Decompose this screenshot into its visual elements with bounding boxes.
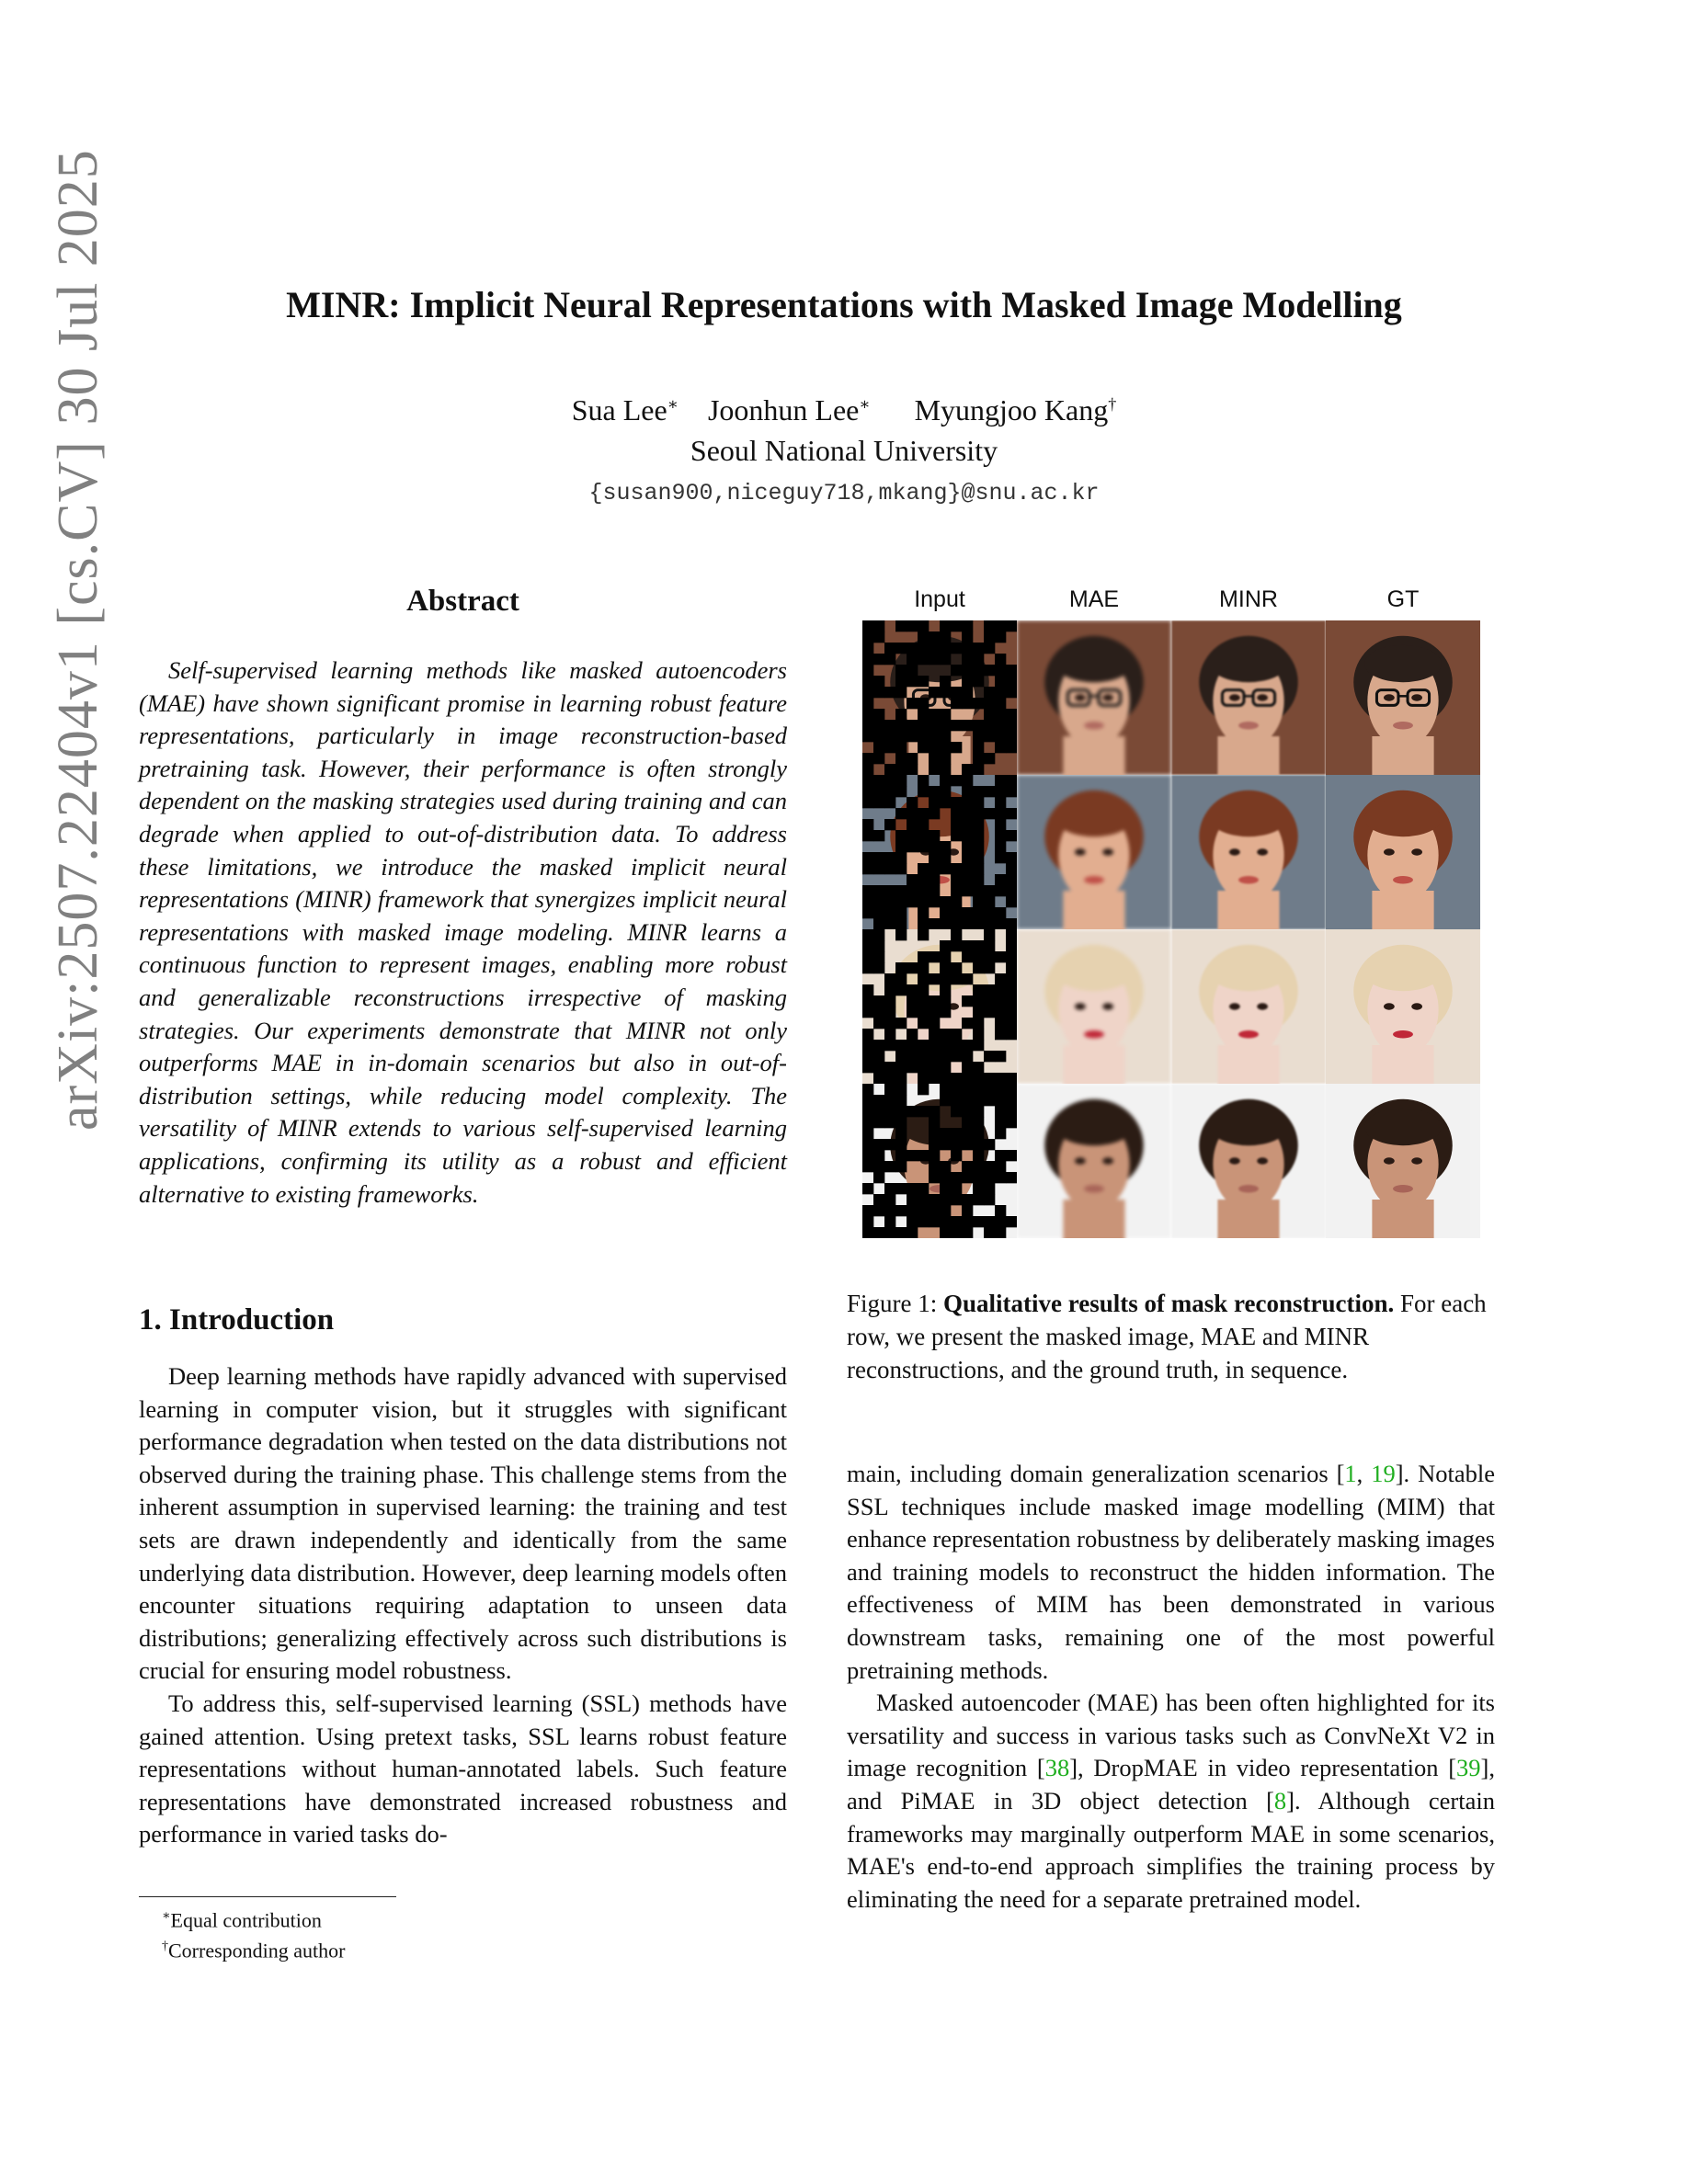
citation-link[interactable]: 1 [1344,1460,1357,1487]
text-run: ], and PiMAE in 3D object detection [ [847,1754,1495,1814]
intro-paragraph-2: To address this, self-supervised learning (SSL) methods have gained attention. Using pretext tasks, SSL learns robust feature representations without human-annotated labels. Such feature representations have demonstrated increased robustness and performance in varied tasks do- [139,1689,787,1848]
figure-cell-masked [862,1084,1017,1238]
figure-cell-minr [1171,1084,1326,1238]
intro-body [139,1360,787,1851]
footnote-mark: ∗ [162,1909,171,1923]
figure-label-gt: GT [1386,586,1420,612]
author-mark: ∗ [667,394,679,414]
footnote-text: Corresponding author [168,1939,346,1962]
footnote-mark: † [162,1939,168,1954]
figure-cell-mae [1017,929,1171,1084]
intro-paragraph-1: Deep learning methods have rapidly advanced with supervised learning in computer vision, but it struggles with significant performance degradation when tested on the data distributions not observed during the training phase. This challenge stems from the inherent assumption in supervised learning: the training and test sets are drawn independently and identically from the same underlying data distribution. However, deep learning models often encounter situations requiring adaptation to unseen data distributions; generalizing effectively across such distributions is crucial for ensuring model robustness. [139,1362,787,1685]
footnote-1 [162,1903,345,1933]
author-mark: ∗ [859,394,871,414]
figure-cell-masked [862,929,1017,1084]
author-list [0,393,1688,427]
footnote-text: Equal contribution [170,1908,322,1932]
abstract-heading: Abstract [406,585,519,618]
figure-cell-gt [1326,620,1480,775]
paper-title: MINR: Implicit Neural Representations with Masked Image Modelling [286,284,1402,325]
caption-rest: For each row, we present the masked image, MAE and MINR reconstructions, and the ground truth, in sequence. [847,1290,1487,1383]
author-name: Sua Lee [571,393,667,427]
affiliation: Seoul National University [690,434,998,467]
figure-cell-minr [1171,929,1326,1084]
text-run: ], DropMAE in video representation [ [1069,1754,1457,1782]
caption-label: Figure 1: [847,1290,938,1317]
figure-cell-gt [1326,1084,1480,1238]
arxiv-side-stamp: arXiv:2507.22404v1 [cs.CV] 30 Jul 2025 [47,149,109,1131]
citation-link[interactable]: 8 [1273,1786,1287,1814]
text-run: main, including domain generalization scenarios [ [847,1460,1345,1487]
figure-cell-gt [1326,775,1480,929]
right-paragraph-2 [847,1687,1495,1916]
citation-link[interactable]: 19 [1371,1460,1396,1487]
figure-label-input: Input [914,586,965,612]
figure-label-mae: MAE [1068,586,1120,612]
right-paragraph-1 [847,1458,1495,1687]
text-run: ]. Although certain frameworks may marginally outperform MAE in some scenarios, MAE's end-to-end approach simplifies the training process by eliminating the need for a separate pretrained model. [847,1786,1495,1913]
citation-link[interactable]: 39 [1456,1754,1481,1782]
author-mark: † [1108,394,1117,414]
figure-cell-mae [1017,620,1171,775]
figure-cell-gt [1326,929,1480,1084]
figure-image-grid [862,620,1480,1238]
author-name: Myungjoo Kang [914,393,1109,427]
footnote-2 [162,1933,345,1963]
intro-heading: 1. Introduction [139,1303,335,1337]
caption-bold: Qualitative results of mask reconstruction. [943,1290,1395,1317]
figure-cell-mae [1017,1084,1171,1238]
figure-label-minr: MINR [1219,586,1278,612]
figure-caption [847,1287,1495,1386]
text-run: Masked autoencoder (MAE) has been often highlighted for its versatility and success in various tasks such as ConvNeXt V2 in image recognition [ [847,1689,1495,1782]
footnote-divider [139,1896,396,1897]
figure-cell-mae [1017,775,1171,929]
author-emails: {susan900,niceguy718,mkang}@snu.ac.kr [588,480,1100,506]
text-run: , [1356,1460,1372,1487]
right-column-body [847,1458,1495,1916]
text-run: ]. Notable SSL techniques include masked image modelling (MIM) that enhance representation robustness by deliberately masking images and training models to reconstruct the hidden information. The effectiveness of MIM has been demonstrated in various downstream tasks, remaining one of the most powerful pretraining methods. [847,1460,1495,1684]
figure-cell-masked [862,775,1017,929]
abstract-text: Self-supervised learning methods like masked autoencoders (MAE) have shown significant promise in learning robust feature representations, particularly in image reconstruction-based pretraining task. However, their performance is often strongly dependent on the masking strategies used during training and can degrade when applied to out-of-distribution data. To address these limitations, we introduce the masked implicit neural representations (MINR) framework that synergizes implicit neural representations with masked image modeling. MINR learns a continuous function to represent images, enabling more robust and generalizable reconstructions irrespective of masking strategies. Our experiments demonstrate that MINR not only outperforms MAE in in-domain scenarios but also in out-of-distribution settings, while reducing model complexity. The versatility of MINR extends to various self-supervised learning applications, confirming its utility as a robust and efficient alternative to existing frameworks. [139,656,787,1208]
figure-cell-masked [862,620,1017,775]
figure-cell-minr [1171,620,1326,775]
citation-link[interactable]: 38 [1044,1754,1070,1782]
footnotes [162,1903,345,1964]
figure-column-labels [862,586,1480,613]
author-name: Joonhun Lee [707,393,860,427]
figure-cell-minr [1171,775,1326,929]
